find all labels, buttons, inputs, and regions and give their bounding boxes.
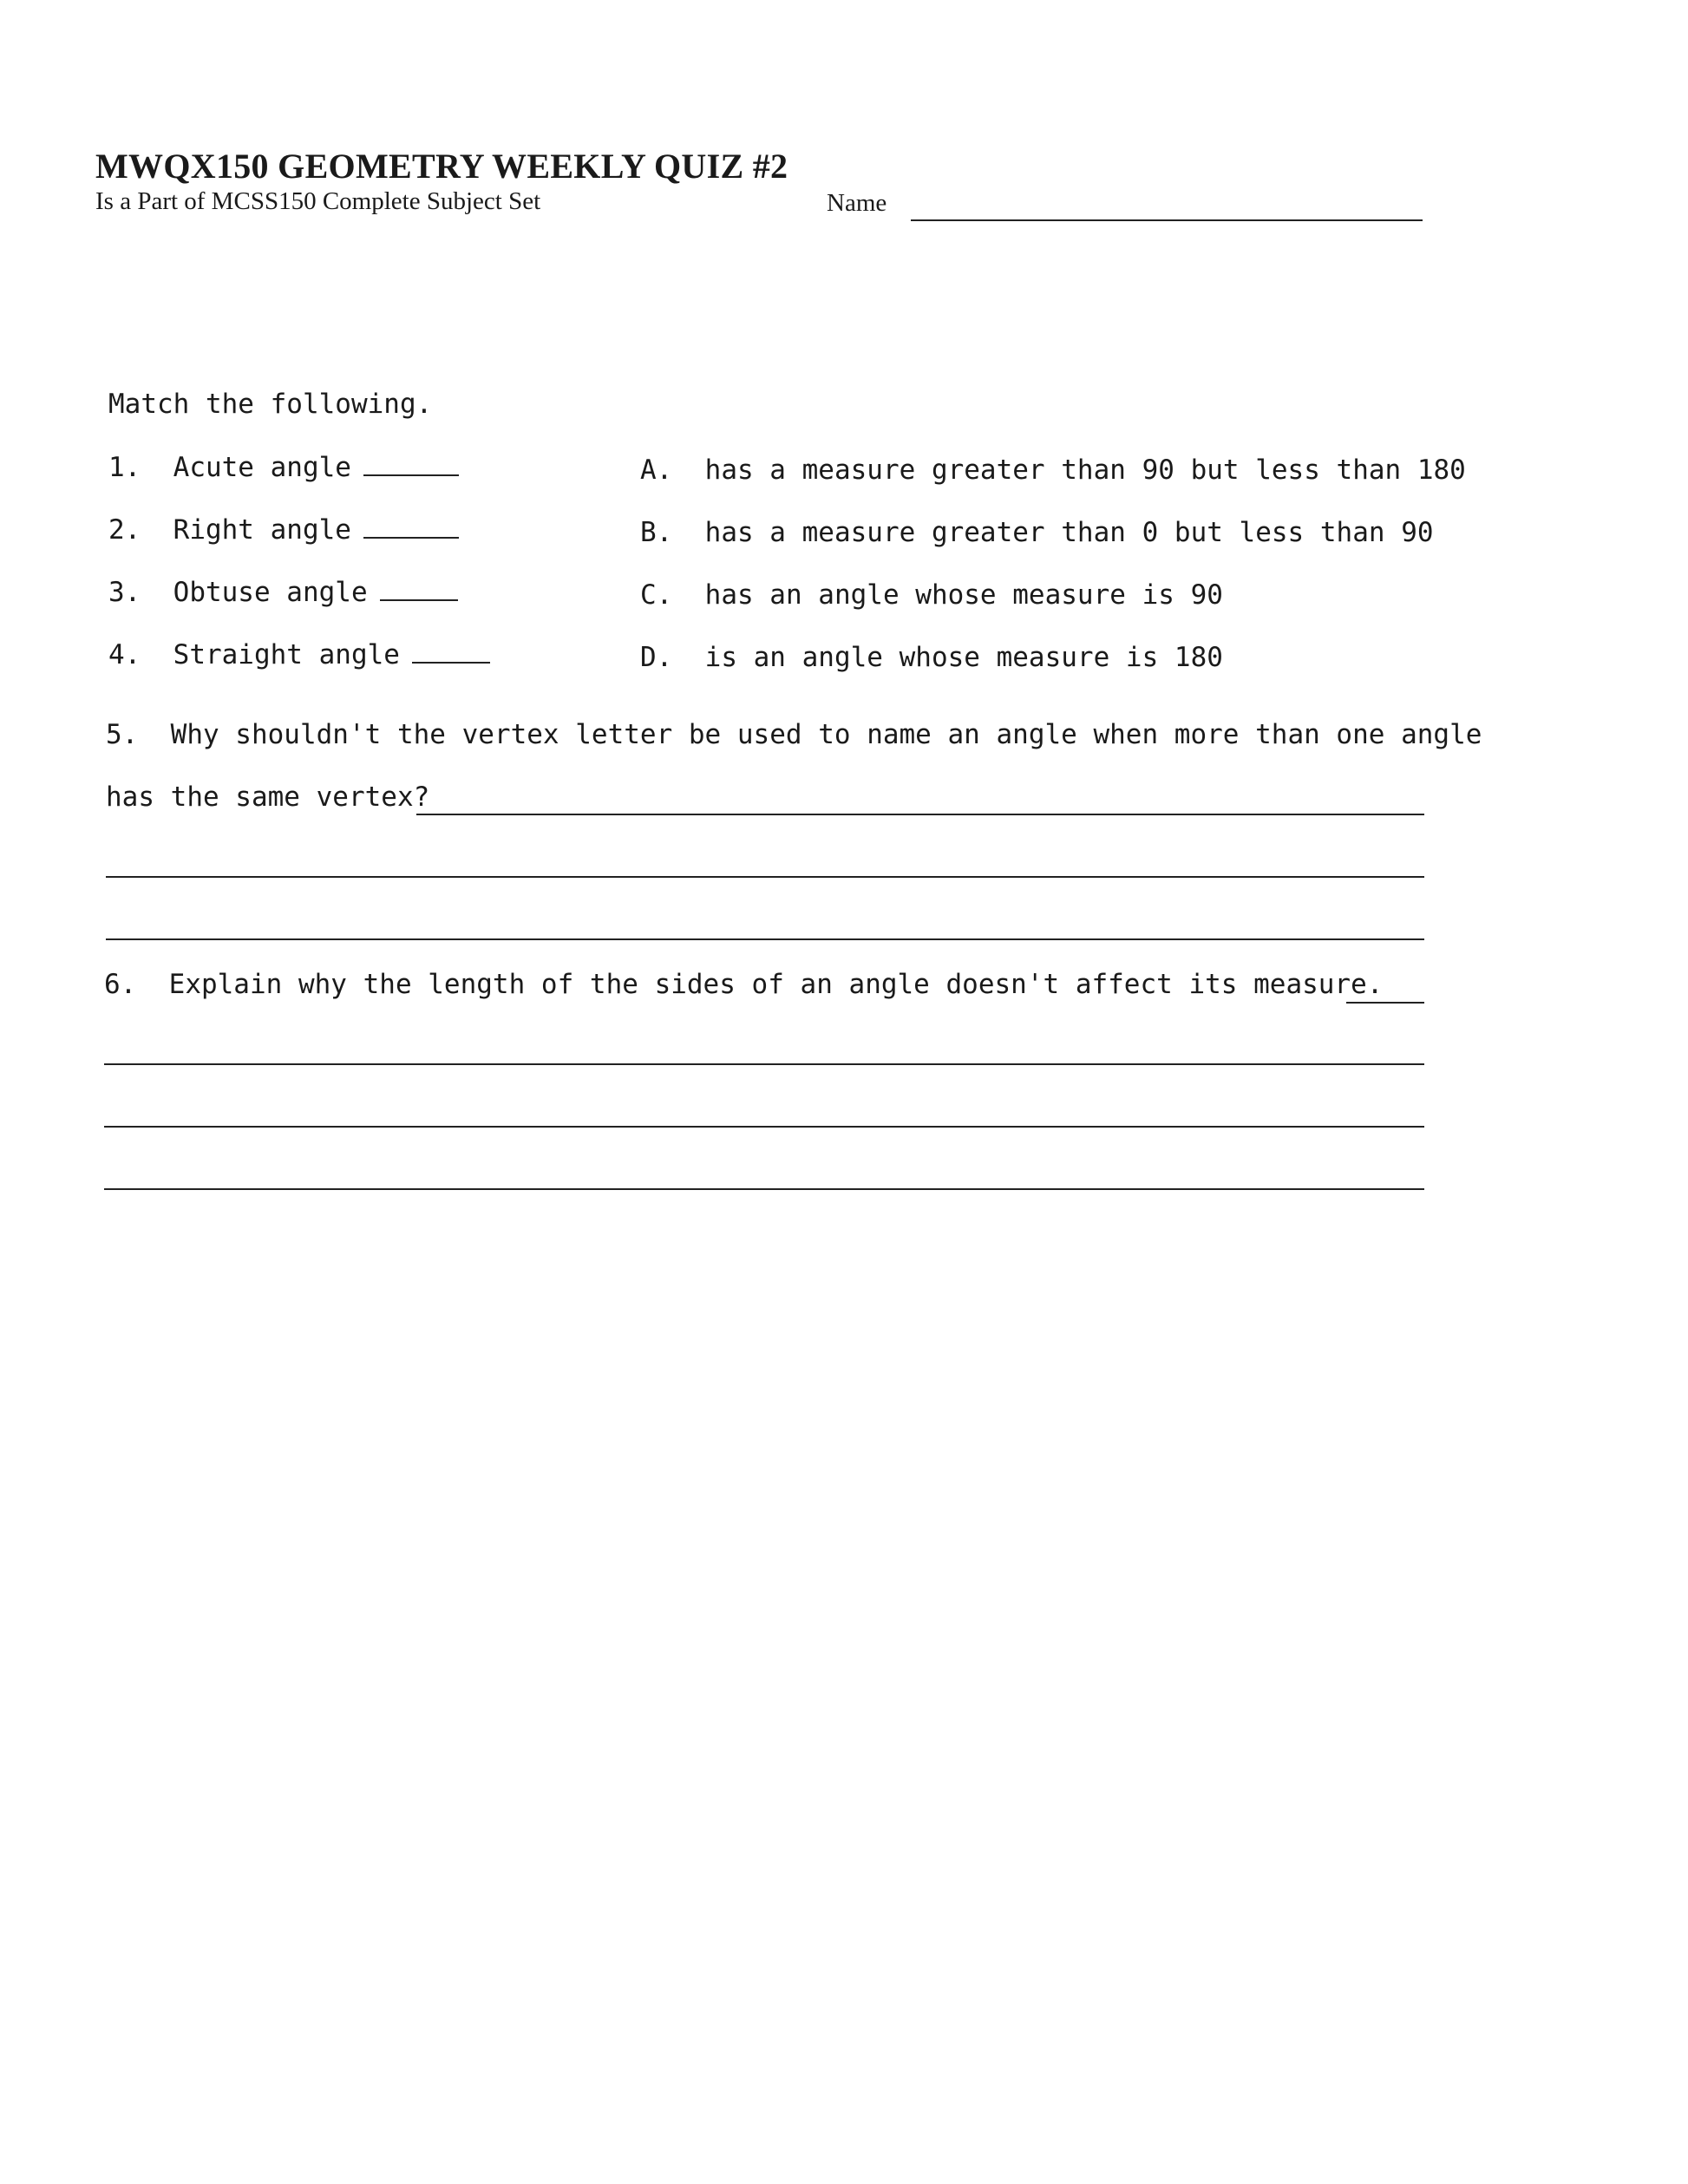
question-5-line-2: has the same vertex? — [106, 781, 430, 813]
definition-text: has a measure greater than 90 but less than 180 — [704, 454, 1466, 486]
answer-line[interactable] — [416, 814, 1424, 815]
term-label: Right angle — [173, 514, 351, 546]
definition-row-a — [640, 454, 1466, 486]
definition-row-c — [640, 579, 1223, 611]
matching-instruction: Match the following. — [108, 389, 433, 420]
term-label: Acute angle — [173, 452, 351, 483]
term-row-1 — [108, 454, 459, 481]
name-label: Name — [827, 189, 887, 217]
term-answer-blank[interactable] — [363, 516, 459, 539]
quiz-subtitle: Is a Part of MCSS150 Complete Subject Set — [95, 187, 541, 215]
definition-letter: B. — [640, 517, 673, 548]
term-number: 4. — [108, 639, 141, 670]
question-text: Why shouldn't the vertex letter be used to name an angle when more than one angle — [170, 719, 1482, 750]
definition-letter: D. — [640, 642, 673, 673]
answer-line[interactable] — [104, 1126, 1424, 1128]
answer-line[interactable] — [104, 1188, 1424, 1190]
term-row-4 — [108, 641, 490, 669]
term-row-2 — [108, 516, 459, 544]
term-label: Obtuse angle — [173, 577, 368, 608]
question-5-line-1 — [106, 719, 1482, 750]
question-number: 5. — [106, 719, 139, 750]
definition-letter: A. — [640, 454, 673, 486]
term-label: Straight angle — [173, 639, 400, 670]
term-answer-blank[interactable] — [380, 579, 458, 601]
term-row-3 — [108, 579, 458, 606]
term-number: 1. — [108, 452, 141, 483]
question-6-line-1 — [104, 971, 1383, 998]
definition-text: is an angle whose measure is 180 — [704, 642, 1223, 673]
answer-line[interactable] — [106, 876, 1424, 878]
definition-row-d — [640, 644, 1223, 671]
definition-text: has a measure greater than 0 but less than 90 — [704, 517, 1434, 548]
answer-line[interactable] — [1346, 1002, 1424, 1004]
definition-letter: C. — [640, 579, 673, 611]
definition-text: has an angle whose measure is 90 — [704, 579, 1223, 611]
quiz-title: MWQX150 GEOMETRY WEEKLY QUIZ #2 — [95, 147, 788, 186]
term-answer-blank[interactable] — [363, 454, 459, 476]
term-number: 2. — [108, 514, 141, 546]
answer-line[interactable] — [104, 1063, 1424, 1065]
name-answer-line[interactable] — [911, 219, 1423, 221]
answer-line[interactable] — [106, 938, 1424, 940]
term-answer-blank[interactable] — [412, 641, 490, 664]
definition-row-b — [640, 517, 1434, 548]
question-text: Explain why the length of the sides of an angle doesn't affect its measure. — [168, 969, 1384, 1000]
term-number: 3. — [108, 577, 141, 608]
question-number: 6. — [104, 969, 137, 1000]
